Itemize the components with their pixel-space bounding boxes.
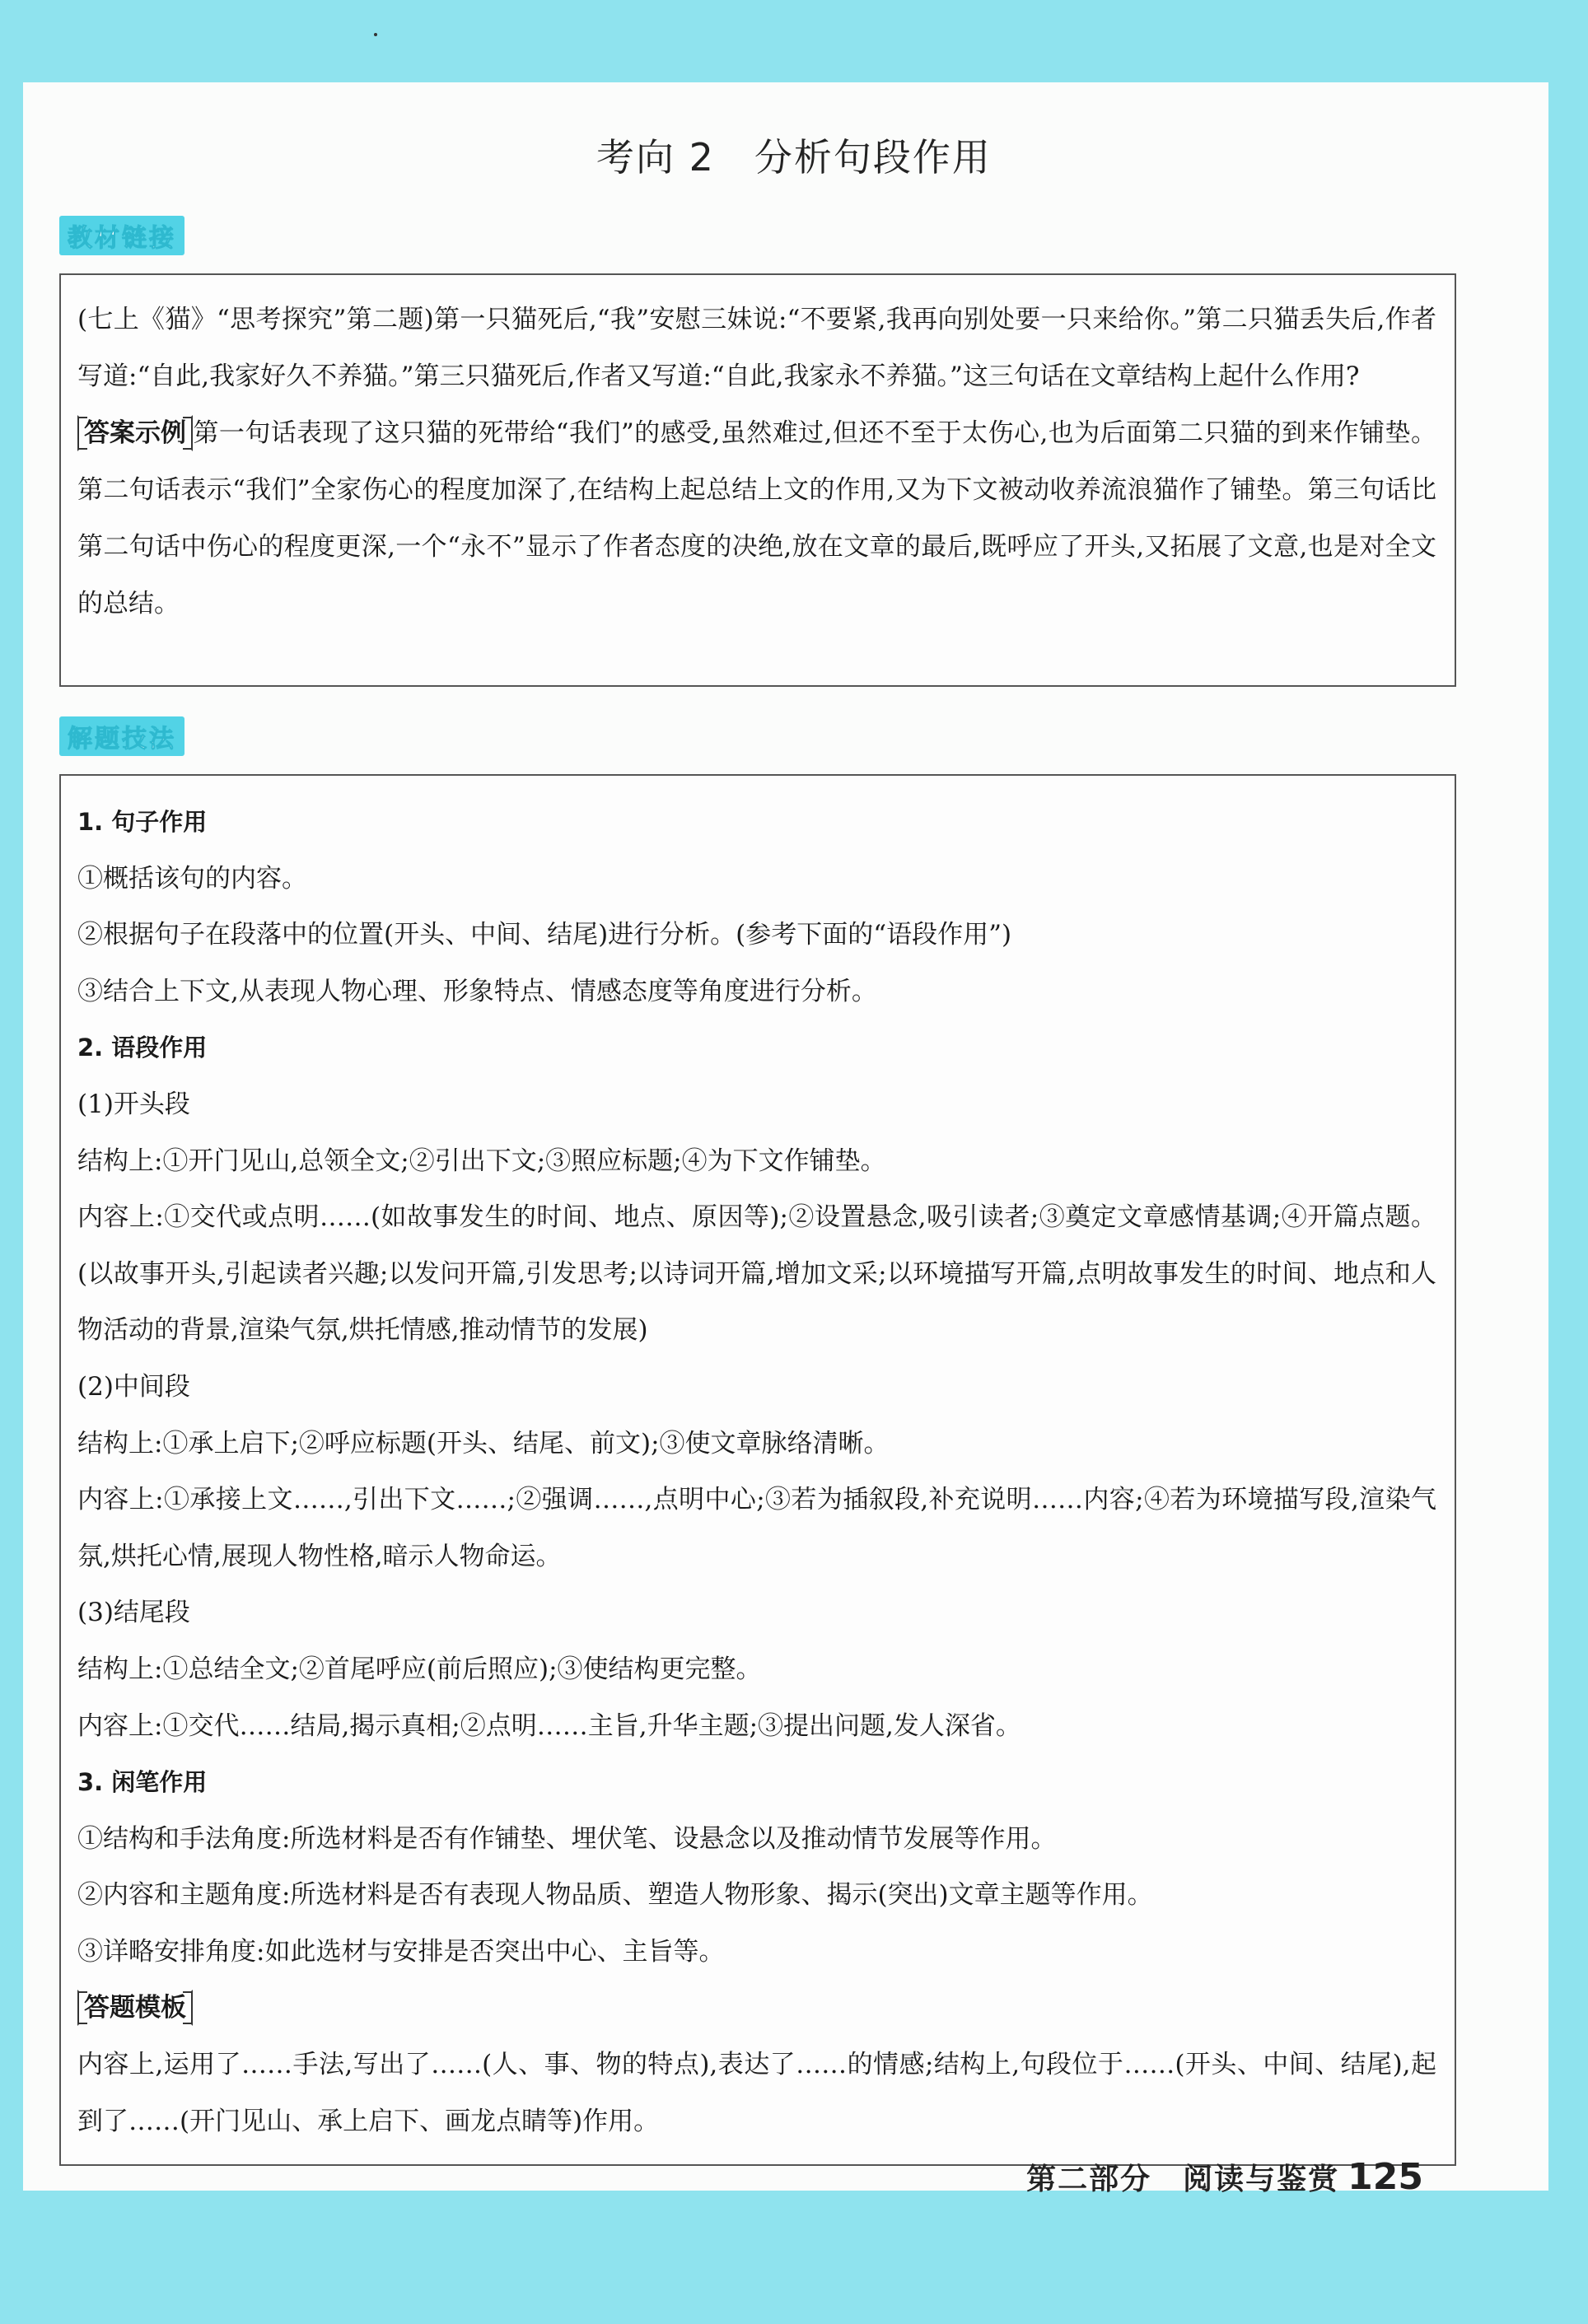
heading-digression-function: 3. 闲笔作用: [77, 1768, 208, 1797]
page-number: 125: [1347, 2156, 1423, 2198]
subheading-opening: (1)开头段: [77, 1089, 190, 1119]
list-item: ③结合上下文,从表现人物心理、形象特点、情感态度等角度进行分析。: [77, 976, 877, 1006]
heading-paragraph-function: 2. 语段作用: [77, 1034, 208, 1062]
list-item: ②根据句子在段落中的位置(开头、中间、结尾)进行分析。(参考下面的“语段作用”): [77, 920, 1012, 950]
footer-part-label: 第二部分 阅读与鉴赏: [1026, 2163, 1340, 2196]
page-title: 考向 2 分析句段作用: [596, 135, 992, 180]
bottom-color-strip: [0, 2191, 1588, 2324]
section-tag-textbook-link: 教材链接: [59, 216, 184, 255]
template-label: 答题模板: [77, 1990, 193, 2026]
ending-content: 内容上:①交代……结局,揭示真相;②点明……主旨,升华主题;③提出问题,发人深省。: [77, 1710, 1021, 1741]
answer-paragraph: [77, 405, 1436, 632]
middle-structure: 结构上:①承上启下;②呼应标题(开头、结尾、前文);③使文章脉络清晰。: [77, 1428, 890, 1458]
opening-structure: 结构上:①开门见山,总领全文;②引出下文;③照应标题;④为下文作铺垫。: [77, 1146, 886, 1176]
section-tag-solving-methods: 解题技法: [59, 716, 184, 756]
opening-content: 内容上:①交代或点明……(如故事发生的时间、地点、原因等);②设置悬念,吸引读者;③奠定文章感情基调;④开篇点题。(以故事开头,引起读者兴趣;以发问开篇,引发思考;以诗词开篇,增加文采;以环境描写开篇,点明故事发生的时间、地点和人物活动的背景,渲染气氛,烘托情感,推动情节的发展): [77, 1202, 1436, 1346]
middle-content: 内容上:①承接上文……,引出下文……;②强调……,点明中心;③若为插叙段,补充说明……内容;④若为环境描写段,渲染气氛,烘托心情,展现人物性格,暗示人物命运。: [77, 1485, 1436, 1571]
page-footer: [1026, 2156, 1423, 2198]
textbook-link-box: [59, 273, 1456, 687]
subheading-ending: (3)结尾段: [77, 1598, 190, 1628]
top-color-strip: [23, 23, 1565, 86]
list-item: ①概括该句的内容。: [77, 863, 307, 894]
template-text: 内容上,运用了……手法,写出了……(人、事、物的特点),表达了……的情感;结构上,句段位于……(开头、中间、结尾),起到了……(开门见山、承上启下、画龙点睛等)作用。: [77, 2050, 1436, 2136]
question-text: (七上《猫》“思考探究”第二题)第一只猫死后,“我”安慰三妹说:“不要紧,我再向别处要一只来给你。”第二只猫丢失后,作者写道:“自此,我家好久不养猫。”第三只猫死后,作者又写道:“自此,我家永不养猫。”这三句话在文章结构上起什么作用?: [77, 305, 1436, 391]
list-item: ②内容和主题角度:所选材料是否有表现人物品质、塑造人物形象、揭示(突出)文章主题等作用。: [77, 1880, 1153, 1911]
template-label-line: [77, 1980, 1436, 2037]
list-item: ③详略安排角度:如此选材与安排是否突出中心、主旨等。: [77, 1936, 725, 1967]
ending-structure: 结构上:①总结全文;②首尾呼应(前后照应);③使结构更完整。: [77, 1654, 762, 1684]
solving-methods-box: [59, 774, 1456, 2166]
subheading-middle: (2)中间段: [77, 1371, 190, 1402]
heading-sentence-function: 1. 句子作用: [77, 808, 208, 836]
answer-text: 第一句话表现了这只猫的死带给“我们”的感受,虽然难过,但还不至于太伤心,也为后面第二只猫的到来作铺垫。第二句话表示“我们”全家伤心的程度加深了,在结构上起总结上文的作用,又为下文被动收养流浪猫作了铺垫。第三句话比第二句话中伤心的程度更深,一个“永不”显示了作者态度的决绝,放在文章的最后,既呼应了开头,又拓展了文意,也是对全文的总结。: [77, 418, 1436, 618]
print-dot: [374, 33, 377, 36]
list-item: ①结构和手法角度:所选材料是否有作铺垫、埋伏笔、设悬念以及推动情节发展等作用。: [77, 1823, 1057, 1854]
answer-label: 答案示例: [77, 415, 193, 451]
